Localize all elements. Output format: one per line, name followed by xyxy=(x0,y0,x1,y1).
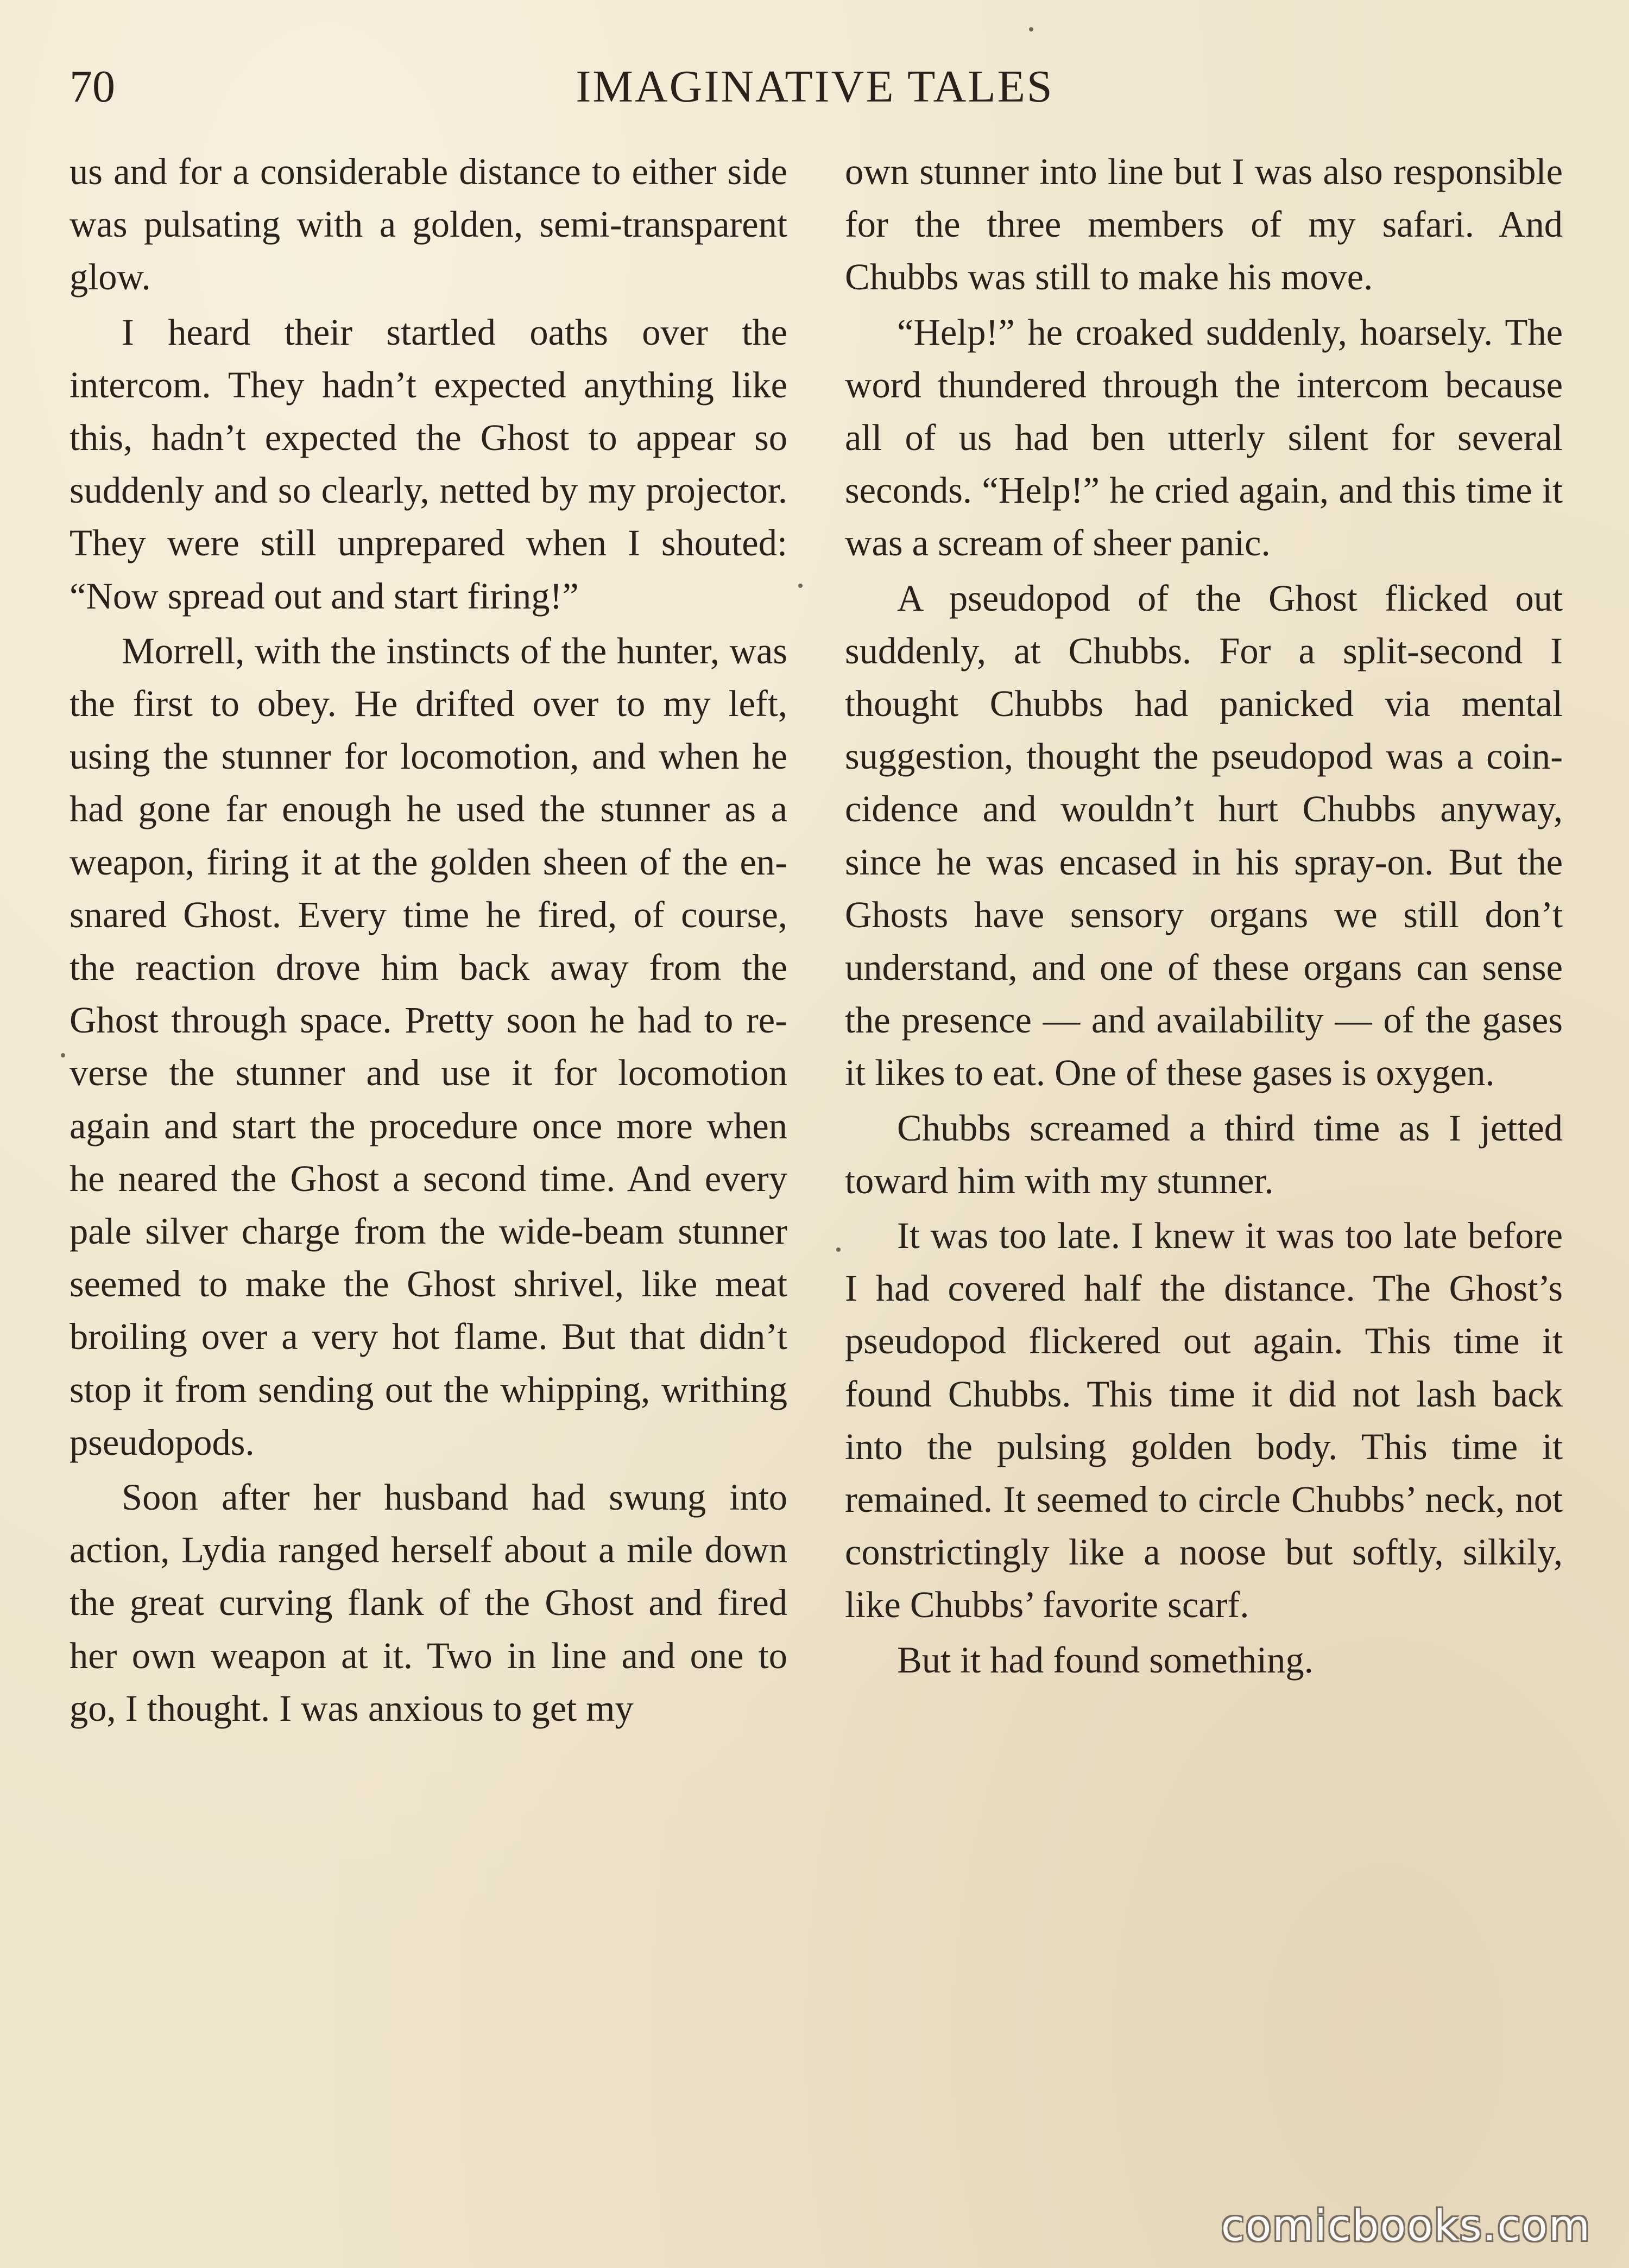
left-column xyxy=(70,145,787,1735)
paragraph: Morrell, with the instincts of the hunter, was the first to obey. He drifted over to my left, using the stunner for locomotion, and when he had gone far enough he used the stunner as a weapon, firing it at the golden sheen of the ensnared Ghost. Every time he fired, of course, the reaction drove him back away from the Ghost through space. Pretty soon he had to reverse the stunner and use it for locomotion again and start the procedure once more when he neared the Ghost a second time. And every pale silver charge from the wide-beam stunner seemed to make the Ghost shrivel, like meat broiling over a very hot flame. But that didn’t stop it from sending out the whipping, writhing pseudopods. xyxy=(70,630,787,1463)
print-speck xyxy=(836,1247,841,1252)
paragraph: “Help!” he croaked suddenly, hoarsely. The word thundered through the intercom because all of us had ben utterly silent for several seconds. “Help!” he cried again, and this time it was a scream of sheer panic. xyxy=(845,311,1563,564)
page-header xyxy=(70,57,1560,117)
print-speck xyxy=(1029,27,1033,31)
page-number: 70 xyxy=(70,61,115,112)
paragraph: I heard their startled oaths over the intercom. They hadn’t expected anything like this, hadn’t expected the Ghost to appear so suddenly and so clearly, netted by my projector. They were still unprepared when I shouted: “Now spread out and start firing!” xyxy=(70,311,787,617)
paragraph: But it had found something. xyxy=(897,1639,1314,1681)
running-title: IMAGINATIVE TALES xyxy=(576,61,1054,112)
paragraph: own stunner into line but I was also responsible for the three members of my safari. And Chubbs was still to make his move. xyxy=(845,151,1563,298)
print-speck xyxy=(61,1053,65,1057)
paragraph: Soon after her husband had swung into action, Lydia ranged herself about a mile down the great curving flank of the Ghost and fired her own weapon at it. Two in line and one to go, I thought. I was anxious to get my xyxy=(70,1477,787,1729)
paragraph: us and for a considerable distance to either side was pulsating with a golden, semi-transparent glow. xyxy=(70,151,787,298)
watermark-logo: comicbooks.com xyxy=(1221,2202,1591,2251)
print-speck xyxy=(798,584,803,588)
paragraph: A pseudopod of the Ghost flicked out suddenly, at Chubbs. For a split-second I thought Chubbs had panicked via mental suggestion, thought the pseudopod was a coincidence and wouldn’t hurt Chubbs anyway, since he was encased in his spray-on. But the Ghosts have sensory organs we still don’t understand, and one of these organs can sense the presence — and availability — of the gases it likes to eat. One of these gases is oxygen. xyxy=(845,577,1563,1094)
paragraph: It was too late. I knew it was too late before I had covered half the distance. The Ghost’s pseudopod flickered out again. This time it found Chubbs. This time it did not lash back into the pulsing golden body. This time it remained. It seemed to circle Chubbs’ neck, not constrictingly like a noose but softly, silkily, like Chubbs’ favorite scarf. xyxy=(845,1215,1563,1626)
right-column xyxy=(845,145,1563,1687)
paragraph: Chubbs screamed a third time as I jetted toward him with my stunner. xyxy=(845,1107,1563,1201)
